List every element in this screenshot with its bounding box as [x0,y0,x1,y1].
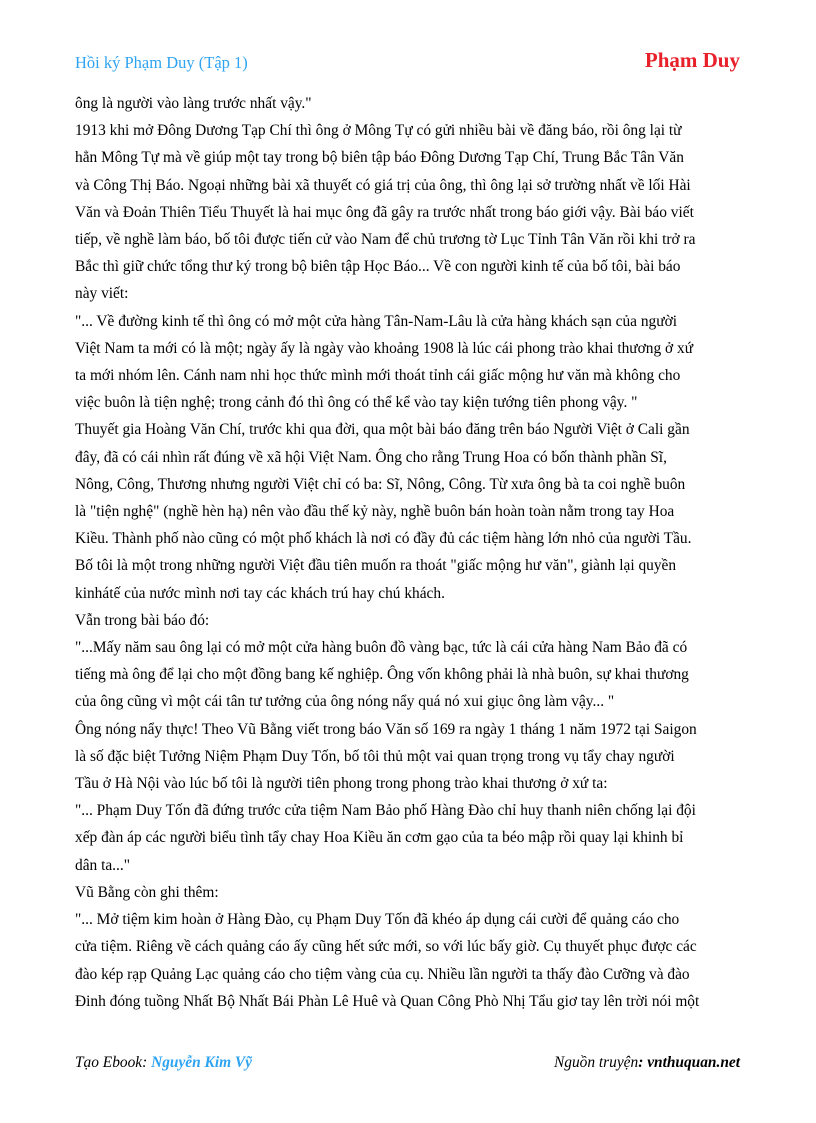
text-line: dân ta..." [75,856,131,874]
text-line: Việt Nam ta mới có là một; ngày ấy là ngày vào khoảng 1908 là lúc cái phong trào khai thương ở xứ [75,339,694,357]
text-line: và Công Thị Báo. Ngoại những bài xã thuyết có giá trị của ông, thì ông lại sở trường nhất về lối Hài [75,176,691,194]
source-separator: : [638,1054,648,1071]
source-credit [554,1054,740,1072]
text-line: ông là người vào làng trước nhất vậy." [75,95,312,112]
ebook-credit [75,1054,252,1072]
text-line: "...Mấy năm sau ông lại có mở một cửa hàng buôn đồ vàng bạc, tức là cái cửa hàng Nam Bảo đã có [75,639,688,657]
text-line: ta mới nhóm lên. Cánh nam nhi học thức mình mới thoát tỉnh cái giấc mộng hư văn mà không cho [75,367,681,385]
ebook-separator: : [142,1054,152,1071]
text-line: việc buôn là tiện nghệ; trong cảnh đó thì ông có thể kể vào tay kiện tướng tiên phong vậy. " [75,394,638,412]
text-line: tiếp, về nghề làm báo, bố tôi được tiến cử vào Nam để chủ trương tờ Lục Tỉnh Tân Văn rồi khi trở ra [75,231,696,249]
text-line: 1913 khi mở Đông Dương Tạp Chí thì ông ở Mông Tự có gửi nhiều bài về đăng báo, rồi ông lại từ [75,122,682,140]
text-line: này viết: [75,285,129,303]
text-line: đây, đã có cái nhìn rất đúng về xã hội Việt Nam. Ông cho rằng Trung Hoa có bốn thành phần Sĩ, [75,448,667,466]
text-line: "... Về đường kinh tế thì ông có mở một cửa hàng Tân-Nam-Lâu là cửa hàng khách sạn của người [75,312,678,330]
author-name: Phạm Duy [644,48,740,72]
text-line: Vẫn trong bài báo đó: [75,611,210,629]
text-line: hẳn Mông Tự mà về giúp một tay trong bộ biên tập báo Đông Dương Tạp Chí, Trung Bắc Tân Văn [75,149,684,167]
text-line: cửa tiệm. Riêng về cách quảng cáo ấy cũng hết sức mới, so với lúc bấy giờ. Cụ thuyết phục được các [75,938,697,956]
text-line: Văn và Đoản Thiên Tiểu Thuyết là hai mục ông đã gây ra trước nhất trong báo giới vậy. Bài báo viết [75,203,694,221]
page-footer [75,1054,740,1076]
text-line: là số đặc biệt Tưởng Niệm Phạm Duy Tốn, bố tôi thủ một vai quan trọng trong vụ tẩy chay người [75,747,675,765]
source-label: Nguồn truyện [553,1054,639,1071]
page-body [75,90,745,1015]
text-line: tiếng mà ông để lại cho một đồng bang kế nghiệp. Ông vốn không phải là nhà buôn, sự khai thương [75,666,689,684]
text-line: đào kép rạp Quảng Lạc quảng cáo cho tiệm vàng của cụ. Nhiều lần người ta thấy đào Cưỡng và đào [75,965,690,983]
ebook-creator: Nguyễn Kim Vỹ [151,1054,253,1071]
text-line: Nông, Công, Thương nhưng người Việt chỉ có ba: Sĩ, Nông, Công. Từ xưa ông bà ta coi nghề buôn [75,475,686,493]
text-line: Bố tôi là một trong những người Việt đầu tiên muốn ra thoát "giấc mộng hư văn", giành lại quyền [75,557,677,575]
text-line: xếp đàn áp các người biểu tình tẩy chay Hoa Kiều ăn cơm gạo của ta béo mập rồi quay lại khinh bỉ [75,829,684,847]
text-line: "... Phạm Duy Tốn đã đứng trước cửa tiệm Nam Bảo phố Hàng Đào chỉ huy thanh niên chống lại đội [75,802,696,820]
text-line: là "tiện nghệ" (nghề hèn hạ) nên vào đầu thế kỷ này, nghề buôn bán hoàn toàn nằm trong tay Hoa [75,503,675,521]
text-line: Thuyết gia Hoàng Văn Chí, trước khi qua đời, qua một bài báo đăng trên báo Người Việt ở Cali gần [75,421,690,439]
ebook-label: Tạo Ebook [75,1054,143,1071]
book-title: Hồi ký Phạm Duy (Tập 1) [75,53,248,72]
page-header [75,48,740,78]
text-line: Ông nóng nẩy thực! Theo Vũ Bằng viết trong báo Văn số 169 ra ngày 1 tháng 1 năm 1972 tại Saigon [75,720,697,738]
text-line: Tầu ở Hà Nội vào lúc bố tôi là người tiên phong trong phong trào khai thương ở xứ ta: [75,775,608,793]
text-line: của ông cũng vì một cái tân tư tưởng của ông nóng nẩy quá nó xui giục ông làm vậy... " [75,693,615,711]
text-line: Đinh đóng tuồng Nhất Bộ Nhất Bái Phàn Lê Huê và Quan Công Phò Nhị Tẩu giơ tay lên trời nói một [75,992,700,1010]
text-line: Kiều. Thành phố nào cũng có một phố khách là nơi có đầy đủ các tiệm hàng lớn nhỏ của người Tầu. [75,530,692,548]
source-site-link[interactable]: vnthuquan.net [647,1054,740,1071]
text-line: kinhátế của nước mình nơi tay các khách trú hay chú khách. [75,584,445,602]
text-line: Bắc thì giữ chức tổng thư ký trong bộ biên tập Học Báo... Về con người kinh tế của bố tôi, bài báo [75,258,681,276]
text-line: Vũ Bằng còn ghi thêm: [75,883,219,901]
text-line: "... Mở tiệm kim hoàn ở Hàng Đào, cụ Phạm Duy Tốn đã khéo áp dụng cái cười để quảng cáo cho [75,911,680,929]
